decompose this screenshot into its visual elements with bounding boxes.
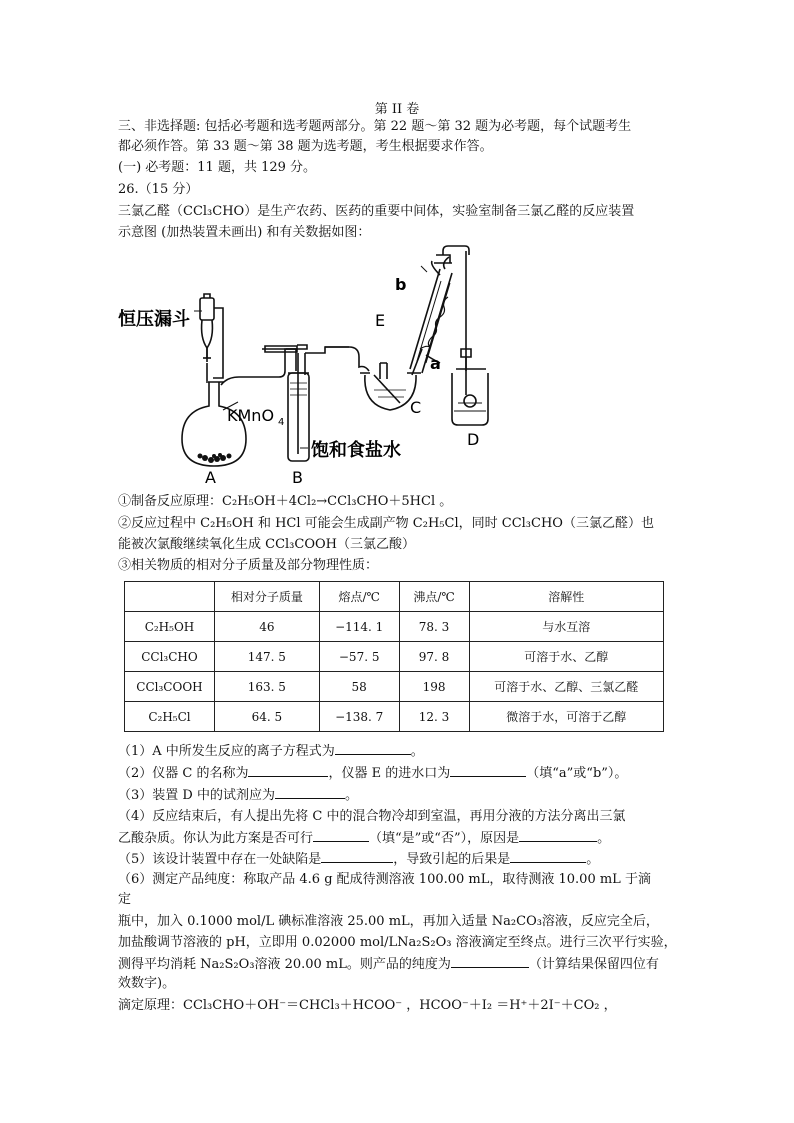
table-cell: 97. 8	[399, 642, 469, 672]
apparatus-diagram	[112, 245, 492, 485]
answer-blank[interactable]	[321, 849, 393, 863]
label-e: E	[375, 311, 386, 330]
label-b-inlet: b	[395, 275, 407, 294]
question-number: 26.（15 分）	[118, 182, 199, 197]
question-5-end: 。	[586, 852, 600, 867]
question-2-text: （2）仪器 C 的名称为	[118, 766, 249, 781]
answer-blank[interactable]	[451, 954, 529, 968]
funnel-label: 恒压漏斗	[118, 309, 190, 330]
answer-blank[interactable]	[450, 763, 526, 777]
table-cell: 与水互溶	[469, 612, 664, 642]
table-header-cell	[125, 582, 215, 612]
table-cell: 46	[214, 612, 319, 642]
question-6d: 加盐酸调节溶液的 pH，立即用 0.02000 mol/LNa₂S₂O₃ 溶液滴定至终点。进行三次平行实验，	[118, 935, 677, 950]
label-a-inlet: a	[430, 354, 441, 373]
question-6g: 效数字)。	[118, 976, 176, 991]
question-3-end: 。	[344, 788, 358, 803]
table-row	[125, 642, 664, 672]
pressure-funnel	[200, 294, 223, 381]
kmno4-label: KMnO	[227, 406, 275, 425]
section-title: 第 II 卷	[374, 102, 420, 117]
intro-line-1: 三、非选择题: 包括必考题和选考题两部分。第 22 题～第 32 题为必考题，每个试题考生	[118, 119, 632, 134]
table-header-cell: 沸点/℃	[399, 582, 469, 612]
beaker-d	[452, 357, 488, 425]
table-cell: 58	[319, 672, 399, 702]
label-c: C	[410, 398, 422, 417]
table-header-cell: 相对分子质量	[214, 582, 319, 612]
question-6-text: 测得平均消耗 Na₂S₂O₃溶液 20.00 mL。则产品的纯度为	[118, 957, 451, 972]
question-3-text: （3）装置 D 中的试剂应为	[118, 788, 275, 803]
table-cell: CCl₃COOH	[125, 672, 215, 702]
label-b: B	[292, 468, 303, 485]
question-5	[118, 849, 599, 869]
intro-line-3: (一) 必考题：11 题，共 129 分。	[118, 160, 317, 175]
table-cell: C₂H₅OH	[125, 612, 215, 642]
answer-blank[interactable]	[275, 785, 345, 799]
question-6b: 定	[118, 892, 132, 907]
question-6-text-f: （计算结果保留四位有	[528, 957, 659, 972]
question-4b	[118, 828, 610, 848]
table-cell: 可溶于水、乙醇、三氯乙醛	[469, 672, 664, 702]
question-1-text: （1）A 中所发生反应的离子方程式为	[118, 744, 335, 759]
question-6h: 滴定原理：CCl₃CHO＋OH⁻＝CHCl₃＋HCOO⁻ ，HCOO⁻＋I₂ ＝H⁺＋2I⁻＋CO₂ ，	[118, 998, 617, 1013]
table-cell: 微溶于水，可溶于乙醇	[469, 702, 664, 732]
brine-label: 饱和食盐水	[311, 440, 401, 461]
question-6a: （6）测定产品纯度：称取产品 4.6 g 配成待测溶液 100.00 mL，取待测液 10.00 mL 于滴	[118, 872, 651, 887]
properties-table	[124, 581, 664, 732]
question-2-text-b: ，仪器 E 的进水口为	[328, 766, 451, 781]
table-row	[125, 612, 664, 642]
answer-blank[interactable]	[335, 741, 411, 755]
question-text-1: 三氯乙醛（CCl₃CHO）是生产农药、医药的重要中间体，实验室制备三氯乙醛的反应装置	[118, 204, 635, 219]
table-cell: −57. 5	[319, 642, 399, 672]
table-cell: −138. 7	[319, 702, 399, 732]
table-cell: 198	[399, 672, 469, 702]
question-2-end: （填“a”或“b”）。	[526, 766, 628, 781]
table-header-row	[125, 582, 664, 612]
table-header-cell: 熔点/℃	[319, 582, 399, 612]
table-cell: 163. 5	[214, 672, 319, 702]
table-cell: 78. 3	[399, 612, 469, 642]
question-6c: 瓶中，加入 0.1000 mol/L 碘标准溶液 25.00 mL，再加入适量 Na₂CO₃溶液，反应完全后，	[118, 914, 659, 929]
table-cell: 可溶于水、乙醇	[469, 642, 664, 672]
answer-blank[interactable]	[248, 763, 328, 777]
question-text-2: 示意图 (加热装置未画出) 和有关数据如图：	[118, 225, 371, 240]
note-2a: ②反应过程中 C₂H₅OH 和 HCl 可能会生成副产物 C₂H₅Cl，同时 CCl₃CHO（三氯乙醛）也	[118, 516, 654, 531]
table-cell: 147. 5	[214, 642, 319, 672]
table-row	[125, 672, 664, 702]
question-3	[118, 785, 358, 805]
question-4-text: 乙酸杂质。你认为此方案是否可行	[118, 831, 314, 846]
table-header-cell: 溶解性	[469, 582, 664, 612]
table-cell: −114. 1	[319, 612, 399, 642]
answer-blank[interactable]	[313, 828, 369, 842]
question-4-end: 。	[597, 831, 611, 846]
question-5-text: （5）该设计装置中存在一处缺陷是	[118, 852, 322, 867]
question-1	[118, 741, 424, 761]
kmno4-subscript: 4	[278, 417, 285, 428]
intro-line-2: 都必须作答。第 33 题～第 38 题为选考题，考生根据要求作答。	[118, 139, 493, 154]
question-1-end: 。	[410, 744, 424, 759]
question-4a: （4）反应结束后，有人提出先将 C 中的混合物冷却到室温，再用分液的方法分离出三氯	[118, 809, 626, 824]
note-3: ③相关物质的相对分子质量及部分物理性质：	[118, 558, 379, 573]
question-5-text-b: ，导致引起的后果是	[393, 852, 511, 867]
table-row	[125, 702, 664, 732]
table-cell: 64. 5	[214, 702, 319, 732]
question-2	[118, 763, 627, 783]
table-cell: CCl₃CHO	[125, 642, 215, 672]
question-6e	[118, 954, 659, 974]
label-d: D	[467, 430, 480, 449]
label-a: A	[205, 468, 216, 485]
note-1: ①制备反应原理：C₂H₅OH＋4Cl₂→CCl₃CHO＋5HCl 。	[118, 494, 453, 509]
table-cell: C₂H₅Cl	[125, 702, 215, 732]
note-2b: 能被次氯酸继续氧化生成 CCl₃COOH（三氯乙酸）	[118, 537, 415, 552]
answer-blank[interactable]	[519, 828, 597, 842]
answer-blank[interactable]	[510, 849, 586, 863]
table-cell: 12. 3	[399, 702, 469, 732]
question-4-text-c: （填“是”或“否”），原因是	[369, 831, 520, 846]
